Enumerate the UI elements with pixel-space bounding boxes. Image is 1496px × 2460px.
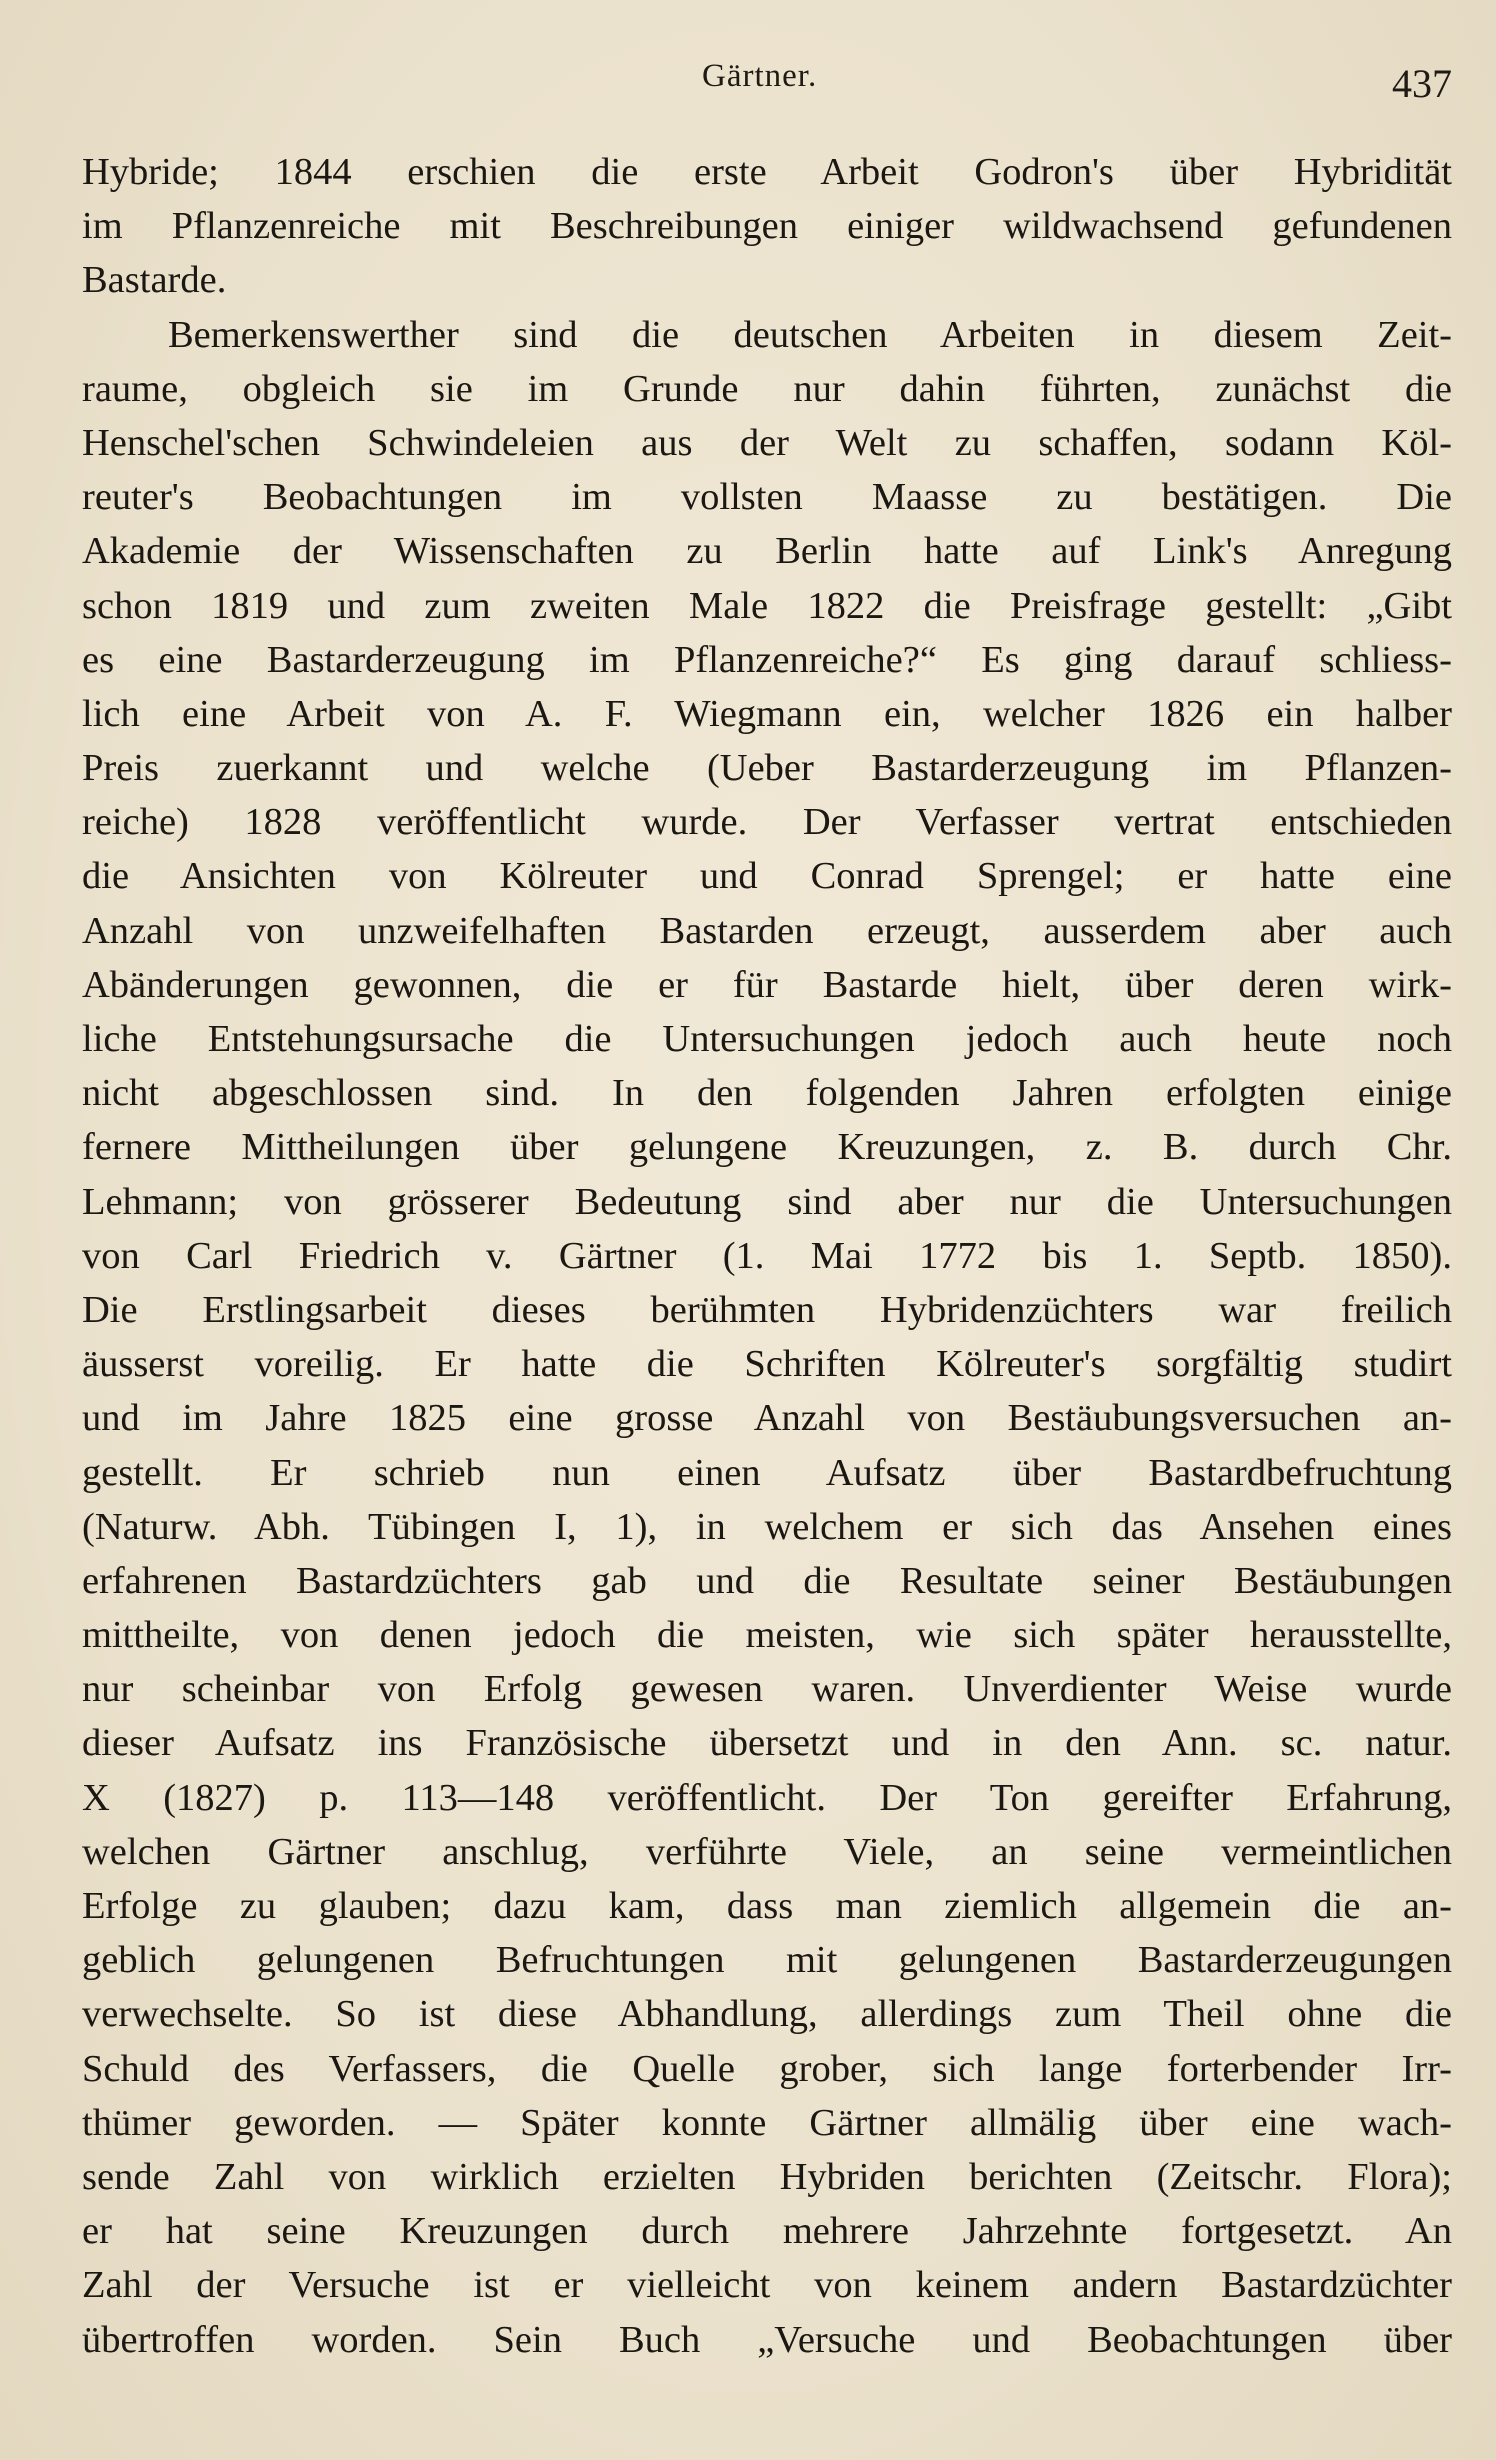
text-line: mittheilte, von denen jedoch die meisten, wie sich später herausstellte, xyxy=(82,1614,1452,1657)
text-line: es eine Bastarderzeugung im Pflanzenreiche?“ Es ging darauf schliess- xyxy=(82,638,1452,681)
text-line: X (1827) p. 113—148 veröffentlicht. Der Ton gereifter Erfahrung, xyxy=(82,1776,1452,1819)
text-line: äusserst voreilig. Er hatte die Schriften Kölreuter's sorgfältig studirt xyxy=(82,1343,1452,1386)
text-line: erfahrenen Bastardzüchters gab und die Resultate seiner Bestäubungen xyxy=(82,1559,1452,1602)
text-line: Anzahl von unzweifelhaften Bastarden erzeugt, ausserdem aber auch xyxy=(82,909,1452,952)
text-line: von Carl Friedrich v. Gärtner (1. Mai 1772 bis 1. Septb. 1850). xyxy=(82,1234,1452,1277)
text-line: welchen Gärtner anschlug, verführte Viele, an seine vermeintlichen xyxy=(82,1830,1452,1873)
text-line: verwechselte. So ist diese Abhandlung, allerdings zum Theil ohne die xyxy=(82,1993,1452,2036)
text-line: Schuld des Verfassers, die Quelle grober, sich lange forterbender Irr- xyxy=(82,2047,1452,2090)
text-line: die Ansichten von Kölreuter und Conrad Sprengel; er hatte eine xyxy=(82,855,1452,898)
text-line: liche Entstehungsursache die Untersuchungen jedoch auch heute noch xyxy=(82,1018,1452,1060)
text-line: (Naturw. Abh. Tübingen I, 1), in welchem er sich das Ansehen eines xyxy=(82,1505,1452,1548)
text-line: er hat seine Kreuzungen durch mehrere Jahrzehnte fortgesetzt. An xyxy=(82,2210,1452,2253)
text-line: reuter's Beobachtungen im vollsten Maasse zu bestätigen. Die xyxy=(82,476,1452,519)
text-line: sende Zahl von wirklich erzielten Hybriden berichten (Zeitschr. Flora); xyxy=(82,2155,1452,2198)
text-line: Lehmann; von grösserer Bedeutung sind aber nur die Untersuchungen xyxy=(82,1180,1452,1223)
text-line: Zahl der Versuche ist er vielleicht von keinem andern Bastardzüchter xyxy=(82,2264,1452,2307)
text-line: thümer geworden. — Später konnte Gärtner allmälig über eine wach- xyxy=(82,2101,1452,2144)
running-head-title: Gärtner. xyxy=(702,58,818,94)
body-text xyxy=(82,145,1452,2367)
text-line: Akademie der Wissenschaften zu Berlin hatte auf Link's Anregung xyxy=(82,530,1452,573)
text-line: Erfolge zu glauben; dazu kam, dass man ziemlich allgemein die an- xyxy=(82,1885,1452,1927)
text-line: übertroffen worden. Sein Buch „Versuche und Beobachtungen über xyxy=(82,2318,1452,2361)
text-line: dieser Aufsatz ins Französische übersetzt und in den Ann. sc. natur. xyxy=(82,1722,1452,1765)
text-line: geblich gelungenen Befruchtungen mit gelungenen Bastarderzeugungen xyxy=(82,1939,1452,1982)
text-line: Hybride; 1844 erschien die erste Arbeit Godron's über Hybridität xyxy=(82,151,1452,193)
page-number: 437 xyxy=(1392,61,1452,106)
text-line: nicht abgeschlossen sind. In den folgenden Jahren erfolgten einige xyxy=(82,1072,1452,1115)
text-line: Abänderungen gewonnen, die er für Bastarde hielt, über deren wirk- xyxy=(82,963,1452,1006)
text-line: lich eine Arbeit von A. F. Wiegmann ein, welcher 1826 ein halber xyxy=(82,692,1452,735)
text-line: reiche) 1828 veröffentlicht wurde. Der Verfasser vertrat entschieden xyxy=(82,801,1452,844)
text-line: gestellt. Er schrieb nun einen Aufsatz über Bastardbefruchtung xyxy=(82,1451,1452,1494)
running-head xyxy=(82,52,1452,112)
text-line: Die Erstlingsarbeit dieses berühmten Hybridenzüchters war freilich xyxy=(82,1288,1452,1331)
text-line: Henschel'schen Schwindeleien aus der Welt zu schaffen, sodann Köl- xyxy=(82,421,1452,464)
text-line: schon 1819 und zum zweiten Male 1822 die Preisfrage gestellt: „Gibt xyxy=(82,584,1452,627)
text-line: raume, obgleich sie im Grunde nur dahin führten, zunächst die xyxy=(82,367,1452,410)
text-line: Preis zuerkannt und welche (Ueber Bastarderzeugung im Pflanzen- xyxy=(82,747,1452,790)
text-line: fernere Mittheilungen über gelungene Kreuzungen, z. B. durch Chr. xyxy=(82,1126,1452,1169)
text-line: nur scheinbar von Erfolg gewesen waren. Unverdienter Weise wurde xyxy=(82,1668,1452,1711)
text-line: Bemerkenswerther sind die deutschen Arbeiten in diesem Zeit- xyxy=(168,313,1452,356)
text-line: Bastarde. xyxy=(82,259,227,302)
text-line: im Pflanzenreiche mit Beschreibungen einiger wildwachsend gefundenen xyxy=(82,205,1452,248)
text-line: und im Jahre 1825 eine grosse Anzahl von Bestäubungsversuchen an- xyxy=(82,1397,1452,1440)
